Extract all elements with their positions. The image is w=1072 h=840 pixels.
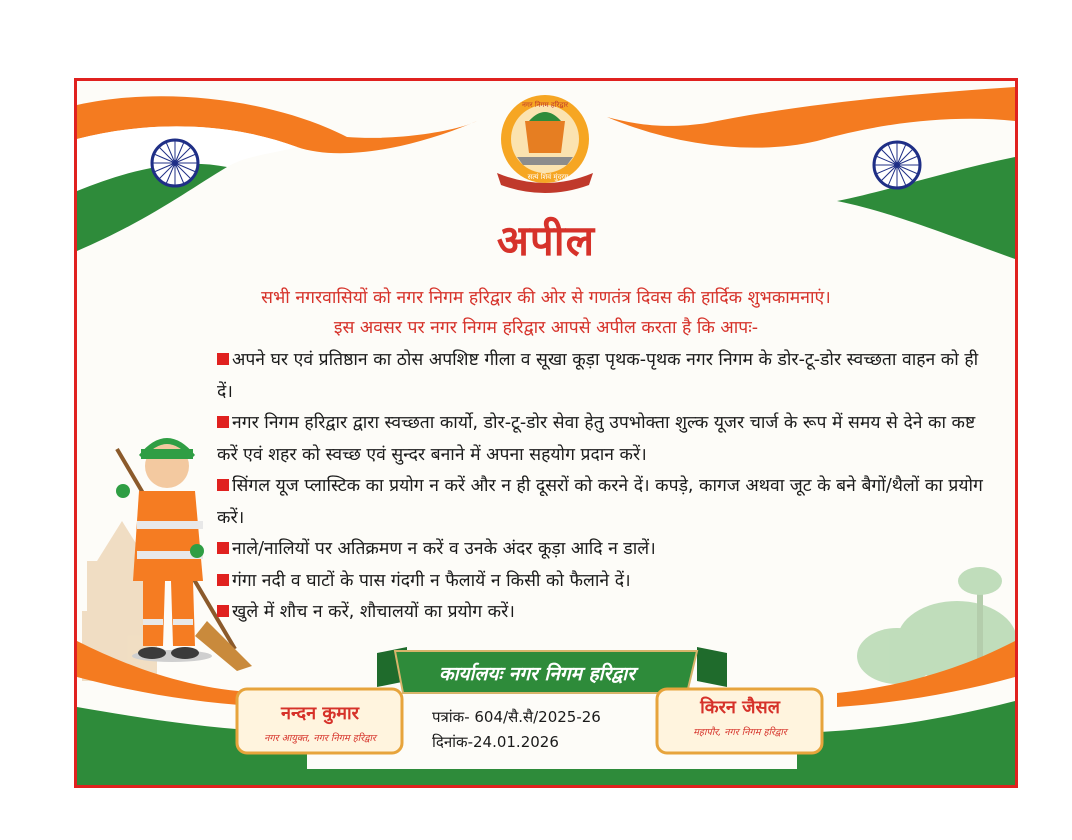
- issue-date: दिनांक-24.01.2026: [432, 733, 559, 751]
- list-item: गंगा नदी व घाटों के पास गंदगी न फैलायें न किसी को फैलाने दें।: [217, 566, 997, 598]
- logo-top-text: नगर निगम हरिद्वार: [521, 101, 569, 109]
- list-item: अपने घर एवं प्रतिष्ठान का ठोस अपशिष्ट गीला व सूखा कूड़ा पृथक-पृथक नगर निगम के डोर-टू-डोर स्वच्छता वाहन को ही दें।: [217, 350, 979, 402]
- flag-wave-top-right-saffron: [607, 87, 1015, 148]
- ashoka-chakra-right-icon: [874, 142, 920, 188]
- greeting-line-1: सभी नगरवासियों को नगर निगम हरिद्वार की ओर से गणतंत्र दिवस की हार्दिक शुभकामनाएं।: [261, 288, 831, 308]
- greeting-line-2: इस अवसर पर नगर निगम हरिद्वार आपसे अपील करता है कि आपः-: [333, 318, 759, 338]
- ashoka-chakra-left-icon: [152, 140, 198, 186]
- bottom-strip-green: [77, 769, 1015, 785]
- red-square-bullet-icon: [217, 542, 229, 554]
- appeal-points-list: [217, 345, 997, 629]
- red-square-bullet-icon: [217, 605, 229, 617]
- office-banner-text: कार्यालयः नगर निगम हरिद्वार: [439, 663, 635, 685]
- red-square-bullet-icon: [217, 479, 229, 491]
- reference-number: पत्रांक- 604/सै.सै/2025-26: [432, 708, 601, 726]
- list-item: खुले में शौच न करें, शौचालयों का प्रयोग करें।: [217, 597, 997, 629]
- red-square-bullet-icon: [217, 416, 229, 428]
- list-item: नगर निगम हरिद्वार द्वारा स्वच्छता कार्यो, डोर-टू-डोर सेवा हेतु उपभोक्ता शुल्क यूजर चार्ज के रूप में समय से देने का कष्ट करें एवं शहर को स्वच्छ एवं सुन्दर बनाने में अपना सहयोग प्रदान करें।: [217, 413, 976, 465]
- signatory-left-name: नन्दन कुमार: [281, 703, 359, 724]
- page-title: अपील: [496, 216, 596, 265]
- red-square-bullet-icon: [217, 574, 229, 586]
- logo-motto: सत्यं शिवं मुंदरम: [527, 173, 569, 181]
- signatory-right-role: महापौर, नगर निगम हरिद्वार: [693, 727, 787, 738]
- list-item: नाले/नालियों पर अतिक्रमण न करें व उनके अंदर कूड़ा आदि न डालें।: [217, 534, 997, 566]
- list-item: सिंगल यूज प्लास्टिक का प्रयोग न करें और न ही दूसरों को करने दें। कपड़े, कागज अथवा जूट के बने बैगों/थैलों का प्रयोग करें।: [217, 476, 983, 528]
- red-square-bullet-icon: [217, 353, 229, 365]
- appeal-poster: [74, 78, 1018, 788]
- signatory-right-name: किरन जैसल: [700, 697, 780, 718]
- signatory-left-role: नगर आयुक्त, नगर निगम हरिद्वार: [264, 733, 376, 744]
